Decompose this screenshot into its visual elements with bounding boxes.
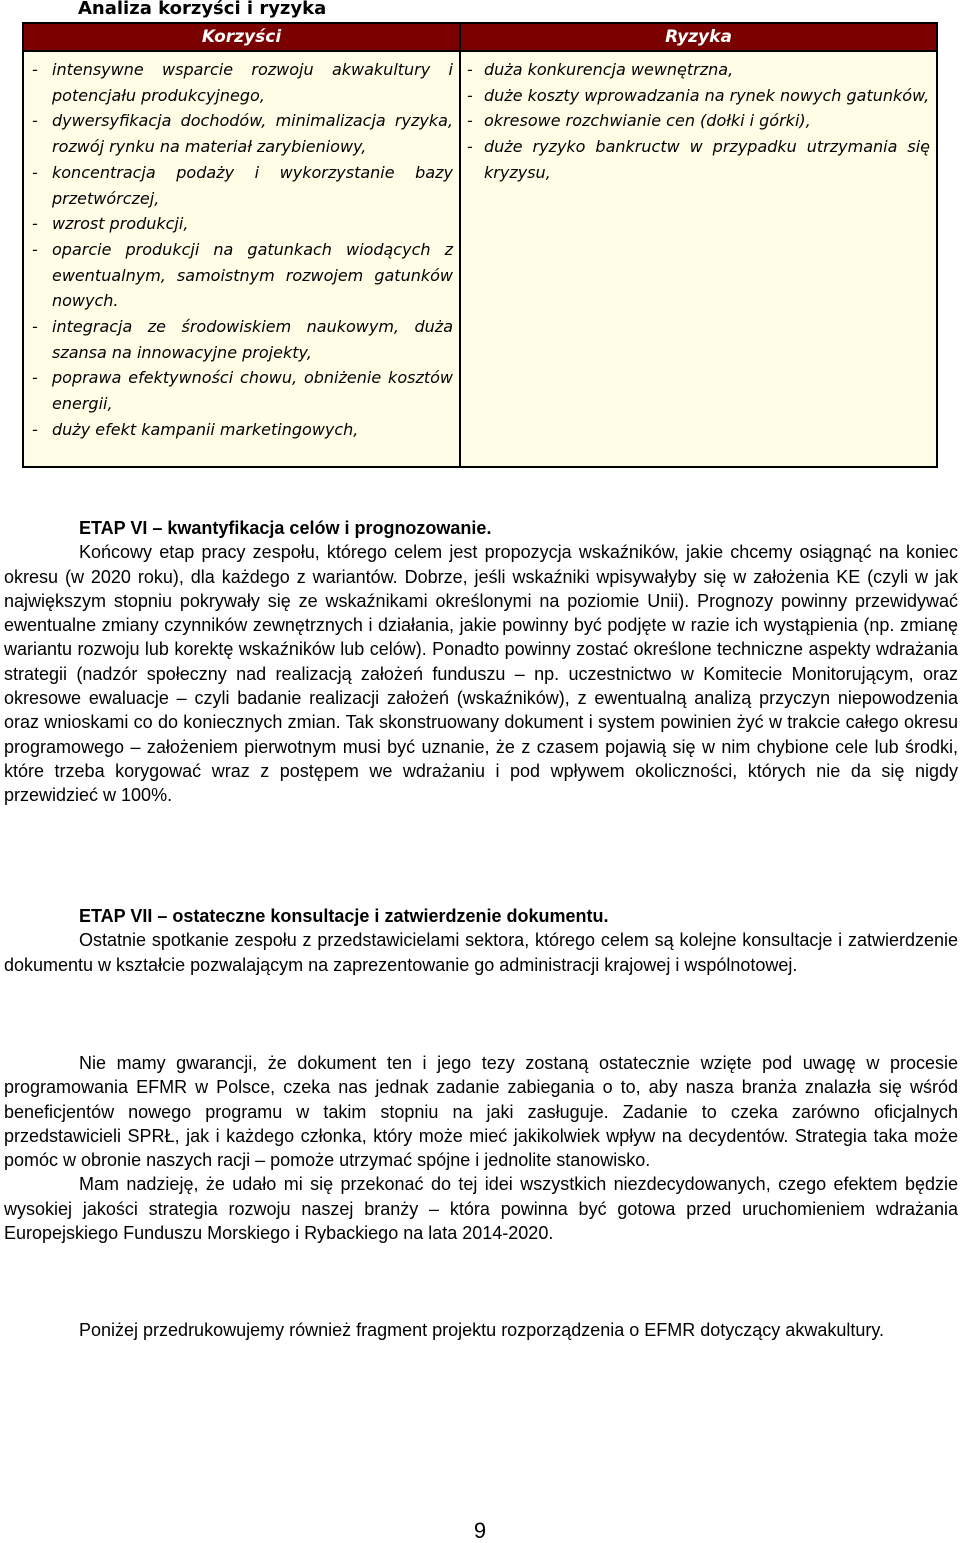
risk-item bbox=[467, 57, 930, 83]
benefit-item bbox=[30, 160, 453, 211]
list-dash: - bbox=[467, 60, 473, 79]
list-item-text: integracja ze środowiskiem naukowym, duża szansa na innowacyjne projekty, bbox=[52, 317, 453, 362]
list-item-text: okresowe rozchwianie cen (dołki i górki), bbox=[484, 111, 811, 131]
list-item-text: oparcie produkcji na gatunkach wiodących z ewentualnym, samoistnym rozwojem gatunków nowych. bbox=[52, 239, 453, 311]
list-item-text: koncentracja podaży i wykorzystanie bazy przetwórczej, bbox=[52, 162, 453, 208]
benefits-risks-table bbox=[22, 22, 938, 468]
benefit-item bbox=[30, 57, 453, 108]
list-dash: - bbox=[32, 419, 38, 439]
etap7-section bbox=[4, 904, 958, 977]
etap6-section bbox=[4, 516, 958, 808]
list-dash: - bbox=[32, 111, 38, 131]
benefits-list bbox=[30, 57, 453, 443]
list-item-text: intensywne wsparcie rozwoju akwakultury i potencjału produkcyjnego, bbox=[52, 60, 453, 105]
list-dash: - bbox=[32, 60, 38, 79]
table-title: Analiza korzyści i ryzyka bbox=[78, 0, 327, 19]
list-item-text: poprawa efektywności chowu, obniżenie kosztów energii, bbox=[52, 368, 453, 414]
benefit-item bbox=[30, 314, 453, 365]
etap6-paragraph: Końcowy etap pracy zespołu, którego celem jest propozycja wskaźników, jakie chcemy osiągnąć na koniec okresu (w 2020 roku), dla każdego z wariantów. Dobrze, jeśli wskaźniki wpisywałyby się w założenia KE (czyli w jak największym stopniu pokrywały się ze wskaźnikami określonymi na poziomie Unii). Prognozy powinny przewidywać ewentualne zmiany czynników zewnętrznych i działania, jakie powinny być podjęte w razie ich wystąpienia (np. zmianę wariantu rozwoju lub korektę wskaźników lub celów). Ponadto powinny zostać określone techniczne aspekty wdrażania strategii (nadzór społeczny nad realizacją założeń funduszu – np. uczestnictwo w Komitecie Monitorującym, oraz okresowe ewaluacje – czyli badanie realizacji założeń (wskaźników), z ewentualną analizą przyczyn niepowodzenia oraz wnioskami co do koniecznych zmian. Tak skonstruowany dokument i system powinien żyć w trakcie całego okresu programowego – założeniem pierwotnym musi być uznanie, że z czasem pojawią się w nim chybione cele lub środki, które trzeba korygować wraz z postępem we wdrażaniu i pod wpływem okoliczności, których nie da się nigdy przewidzieć w 100%. bbox=[4, 542, 958, 806]
risk-item bbox=[467, 83, 930, 109]
page-number: 9 bbox=[473, 1518, 487, 1543]
benefit-item bbox=[30, 417, 453, 443]
risks-list bbox=[467, 57, 930, 186]
list-item-text: duże koszty wprowadzania na rynek nowych gatunków, bbox=[484, 85, 930, 105]
benefits-cell bbox=[23, 51, 460, 467]
closing-paragraph-3: Poniżej przedrukowujemy również fragment projektu rozporządzenia o EFMR dotyczący akwakultury. bbox=[79, 1320, 885, 1340]
list-item-text: duży efekt kampanii marketingowych, bbox=[52, 419, 359, 439]
benefit-item bbox=[30, 365, 453, 416]
risks-header: Ryzyka bbox=[460, 23, 937, 51]
list-dash: - bbox=[32, 368, 38, 388]
list-dash: - bbox=[32, 214, 38, 234]
benefit-item bbox=[30, 237, 453, 314]
list-dash: - bbox=[467, 85, 473, 105]
etap7-heading: ETAP VII – ostateczne konsultacje i zatwierdzenie dokumentu. bbox=[79, 906, 609, 926]
list-item-text: dywersyfikacja dochodów, minimalizacja ryzyka, rozwój rynku na materiał zarybieniowy, bbox=[52, 111, 453, 157]
risk-item bbox=[467, 108, 930, 134]
benefits-header: Korzyści bbox=[23, 23, 460, 51]
reprint-note-section bbox=[4, 1318, 958, 1342]
risk-item bbox=[467, 134, 930, 185]
etap7-paragraph: Ostatnie spotkanie zespołu z przedstawicielami sektora, którego celem są kolejne konsultacje i zatwierdzenie dokumentu w kształcie pozwalającym na zaprezentowanie go administracji krajowej i wspólnotowej. bbox=[4, 930, 958, 975]
benefit-item bbox=[30, 211, 453, 237]
closing-section bbox=[4, 1051, 958, 1245]
list-dash: - bbox=[32, 239, 38, 259]
list-dash: - bbox=[467, 137, 473, 157]
list-dash: - bbox=[32, 162, 38, 182]
closing-paragraph-2: Mam nadzieję, że udało mi się przekonać do tej idei wszystkich niezdecydowanych, czego efektem będzie wysokiej jakości strategia rozwoju naszej branży – która powinna być gotowa przed uruchomieniem wdrażania Europejskiego Funduszu Morskiego i Rybackiego na lata 2014-2020. bbox=[4, 1174, 958, 1244]
risks-cell bbox=[460, 51, 937, 467]
list-item-text: duże ryzyko bankructw w przypadku utrzymania się kryzysu, bbox=[484, 137, 930, 182]
etap6-heading: ETAP VI – kwantyfikacja celów i prognozowanie. bbox=[79, 518, 492, 538]
list-item-text: duża konkurencja wewnętrzna, bbox=[484, 60, 734, 79]
list-dash: - bbox=[32, 317, 38, 337]
benefit-item bbox=[30, 108, 453, 159]
closing-paragraph-1: Nie mamy gwarancji, że dokument ten i jego tezy zostaną ostatecznie wzięte pod uwagę w procesie programowania EFMR w Polsce, czeka nas jednak zadanie zabiegania o to, aby nasza branża znalazła się wśród beneficjentów nowego programu w takim stopniu na jaki zasługuje. Zadanie to czeka zarówno oficjalnych przedstawicieli SPRŁ, jak i każdego członka, który może mieć jakikolwiek wpływ na decydentów. Strategia taka może pomóc w obronie naszych racji – pomoże utrzymać spójne i jednolite stanowisko. bbox=[4, 1053, 958, 1171]
list-dash: - bbox=[467, 111, 473, 131]
list-item-text: wzrost produkcji, bbox=[52, 214, 189, 234]
